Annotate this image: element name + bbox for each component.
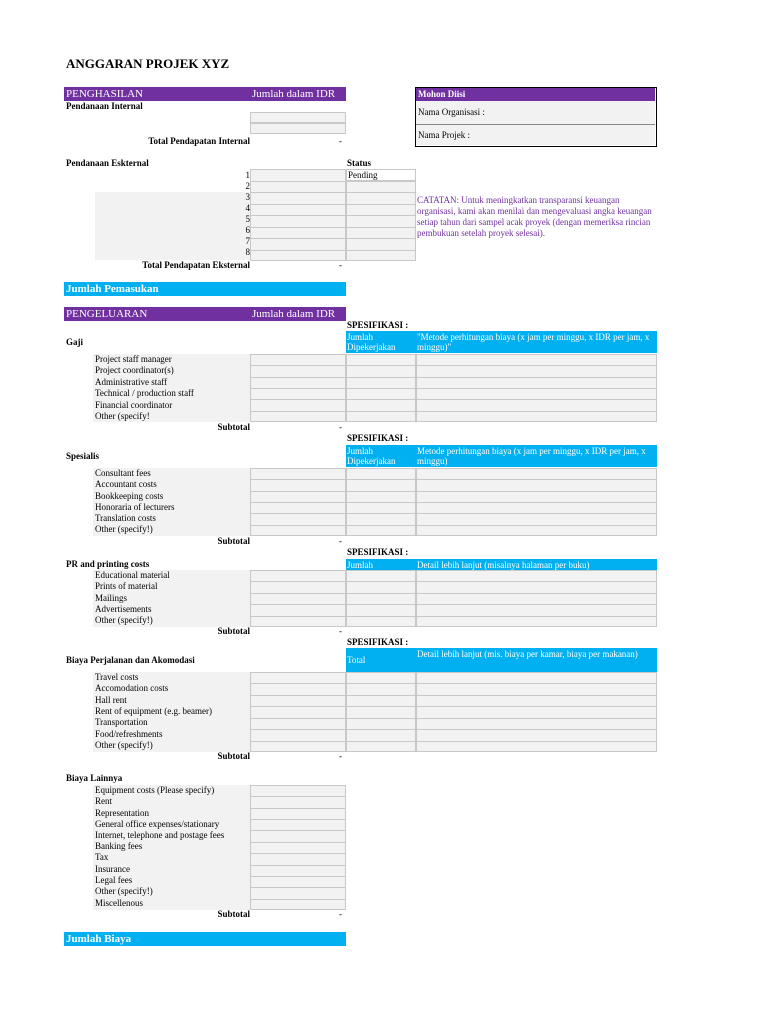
other-item: Internet, telephone and postage fees xyxy=(95,830,225,840)
row-divider xyxy=(347,581,415,582)
external-amount-column[interactable] xyxy=(250,169,346,261)
row-divider xyxy=(417,604,656,605)
pr-method-header: Detail lebih lanjut (misalnya halaman per buku) xyxy=(416,559,657,570)
org-name-field[interactable] xyxy=(416,101,655,125)
row-divider xyxy=(251,227,345,228)
travel-label: Biaya Perjalanan dan Akomodasi xyxy=(66,655,195,665)
spesialis-count-header: Jumlah Dipekerjakan xyxy=(346,445,416,467)
row-divider xyxy=(347,741,415,742)
gaji-label: Gaji xyxy=(66,337,83,347)
note-text: CATATAN: Untuk meningkatkan transparansi keuangan organisasi, kami akan menilai dan mengevaluasi angka keuangan setiap tahun dari sampel acak proyek (dengan memeriksa rincian pembukuan setelah proyek selesai). xyxy=(417,195,652,238)
internal-amount-input-2[interactable] xyxy=(250,123,346,134)
gaji-item: Project staff manager xyxy=(95,354,172,364)
row-divider xyxy=(251,604,345,605)
status-label: Status xyxy=(347,158,372,168)
other-item: Banking fees xyxy=(95,841,143,851)
other-subtotal-value: - xyxy=(339,909,342,919)
row-divider xyxy=(251,238,345,239)
row-divider xyxy=(347,695,415,696)
spesialis-item: Accountant costs xyxy=(95,479,157,489)
row-divider xyxy=(251,250,345,251)
spesialis-count-column[interactable] xyxy=(346,468,416,536)
row-divider xyxy=(347,502,415,503)
row-divider xyxy=(347,399,415,400)
travel-subtotal-label: Subtotal xyxy=(217,751,250,761)
travel-count-header: Total xyxy=(346,648,416,672)
spesialis-item: Other (specify!) xyxy=(95,524,153,534)
expense-header: PENGELUARAN xyxy=(66,308,148,320)
row-divider xyxy=(251,365,345,366)
ext-row-num: 7 xyxy=(245,236,250,246)
total-expense-value: - xyxy=(402,933,406,945)
ext-row-num: 4 xyxy=(245,203,250,213)
fill-in-header: Mohon Diisi xyxy=(416,88,655,101)
row-divider xyxy=(251,581,345,582)
row-divider xyxy=(417,683,656,684)
gaji-item: Technical / production staff xyxy=(95,388,194,398)
org-name-label: Nama Organisasi : xyxy=(418,107,485,117)
pr-count-column[interactable] xyxy=(346,570,416,627)
gaji-method-column[interactable] xyxy=(416,354,657,422)
row-divider xyxy=(251,729,345,730)
spesialis-item: Bookkeeping costs xyxy=(95,491,164,501)
pr-item: Prints of material xyxy=(95,581,158,591)
row-divider xyxy=(251,695,345,696)
spec-label: SPESIFIKASI : xyxy=(347,433,409,443)
gaji-item: Other (specify! xyxy=(95,411,150,421)
row-divider xyxy=(251,411,345,412)
row-divider xyxy=(251,192,345,193)
gaji-subtotal-value: - xyxy=(339,422,342,432)
row-divider xyxy=(347,227,415,228)
row-divider xyxy=(417,718,656,719)
pr-subtotal-label: Subtotal xyxy=(217,626,250,636)
ext-row-num: 2 xyxy=(245,181,250,191)
external-source-block xyxy=(95,192,250,260)
gaji-subtotal-label: Subtotal xyxy=(217,422,250,432)
travel-count-column[interactable] xyxy=(346,672,416,752)
other-item: Equipment costs (Please specify) xyxy=(95,785,215,795)
row-divider xyxy=(251,181,345,182)
other-item: Rent xyxy=(95,796,112,806)
pr-count-header: Jumlah xyxy=(346,559,416,570)
income-amount-header: Jumlah dalam IDR xyxy=(252,88,336,100)
row-divider xyxy=(417,502,656,503)
row-divider xyxy=(347,491,415,492)
internal-amount-input-1[interactable] xyxy=(250,112,346,123)
row-divider xyxy=(417,491,656,492)
ext-row-num: 1 xyxy=(245,170,250,180)
spesialis-method-header: Metode perhitungan biaya (x jam per minggu, x IDR per jam, x minggu) xyxy=(416,445,657,467)
row-divider xyxy=(251,388,345,389)
pr-item: Other (specify!) xyxy=(95,615,153,625)
internal-funding-label: Pendanaan Internal xyxy=(66,101,143,111)
row-divider xyxy=(417,616,656,617)
ext-row-num: 3 xyxy=(245,192,250,202)
row-divider xyxy=(251,741,345,742)
gaji-item: Administrative staff xyxy=(95,377,168,387)
row-divider xyxy=(417,513,656,514)
total-expense-band xyxy=(64,932,406,946)
status-cell-1[interactable] xyxy=(346,169,416,181)
row-divider xyxy=(417,399,656,400)
travel-item: Food/refreshments xyxy=(95,729,163,739)
spec-label: SPESIFIKASI : xyxy=(347,637,409,647)
spesialis-method-column[interactable] xyxy=(416,468,657,536)
row-divider xyxy=(417,377,656,378)
spec-label: SPESIFIKASI : xyxy=(347,547,409,557)
row-divider xyxy=(251,683,345,684)
row-divider xyxy=(417,593,656,594)
row-divider xyxy=(347,718,415,719)
internal-total-label: Total Pendapatan Internal xyxy=(148,136,250,146)
row-divider xyxy=(251,502,345,503)
other-item: Other (specify!) xyxy=(95,886,153,896)
row-divider xyxy=(347,192,415,193)
other-item: Insurance xyxy=(95,864,130,874)
row-divider xyxy=(251,842,345,843)
gaji-method-header: "Metode perhitungan biaya (x jam per minggu, x IDR per jam, x minggu)" xyxy=(416,331,657,353)
gaji-count-column[interactable] xyxy=(346,354,416,422)
internal-total-value: - xyxy=(339,136,342,146)
spesialis-item: Consultant fees xyxy=(95,468,151,478)
other-item: Representation xyxy=(95,808,149,818)
row-divider xyxy=(347,479,415,480)
row-divider xyxy=(251,830,345,831)
row-divider xyxy=(417,741,656,742)
row-divider xyxy=(347,411,415,412)
row-divider xyxy=(347,215,415,216)
travel-amount-column[interactable] xyxy=(250,672,346,752)
travel-item: Other (specify!) xyxy=(95,740,153,750)
ext-row-num: 5 xyxy=(245,214,250,224)
row-divider xyxy=(347,513,415,514)
row-divider xyxy=(417,479,656,480)
external-total-label: Total Pendapatan Eksternal xyxy=(142,260,250,270)
pr-method-column[interactable] xyxy=(416,570,657,627)
spesialis-amount-column[interactable] xyxy=(250,468,346,536)
row-divider xyxy=(251,718,345,719)
row-divider xyxy=(251,399,345,400)
row-divider xyxy=(251,215,345,216)
travel-item: Travel costs xyxy=(95,672,139,682)
row-divider xyxy=(347,604,415,605)
pr-item: Educational material xyxy=(95,570,170,580)
row-divider xyxy=(417,581,656,582)
travel-subtotal-value: - xyxy=(339,751,342,761)
row-divider xyxy=(347,729,415,730)
row-divider xyxy=(417,729,656,730)
spesialis-label: Spesialis xyxy=(66,451,100,461)
row-divider xyxy=(251,204,345,205)
pr-subtotal-value: - xyxy=(339,626,342,636)
project-name-field[interactable] xyxy=(416,125,655,145)
row-divider xyxy=(251,525,345,526)
row-divider xyxy=(347,250,415,251)
travel-item: Rent of equipment (e.g. beamer) xyxy=(95,706,212,716)
gaji-amount-column[interactable] xyxy=(250,354,346,422)
travel-item: Transportation xyxy=(95,717,148,727)
gaji-count-header: Jumlah Dipekerjakan xyxy=(346,331,416,353)
row-divider xyxy=(251,899,345,900)
external-total-value: - xyxy=(339,260,342,270)
row-divider xyxy=(417,388,656,389)
row-divider xyxy=(417,525,656,526)
page-title: ANGGARAN PROJEK XYZ xyxy=(66,56,230,71)
ext-row-num: 8 xyxy=(245,247,250,257)
total-income-value: - xyxy=(402,283,406,295)
row-divider xyxy=(251,808,345,809)
row-divider xyxy=(347,616,415,617)
travel-method-header: Detail lebih lanjut (mis. biaya per kamar, biaya per makanan) xyxy=(416,648,657,672)
pr-item: Mailings xyxy=(95,593,128,603)
row-divider xyxy=(251,796,345,797)
other-item: Legal fees xyxy=(95,875,133,885)
status-value: Pending xyxy=(348,170,378,180)
row-divider xyxy=(347,377,415,378)
travel-method-column[interactable] xyxy=(416,672,657,752)
row-divider xyxy=(347,593,415,594)
pr-item: Advertisements xyxy=(95,604,152,614)
row-divider xyxy=(251,887,345,888)
row-divider xyxy=(347,388,415,389)
gaji-item: Project coordinator(s) xyxy=(95,365,174,375)
project-name-label: Nama Projek : xyxy=(418,130,470,140)
row-divider xyxy=(347,204,415,205)
travel-item: Hall rent xyxy=(95,695,127,705)
row-divider xyxy=(251,377,345,378)
other-costs-label: Biaya Lainnya xyxy=(66,773,123,783)
row-divider xyxy=(251,513,345,514)
travel-item: Accomodation costs xyxy=(95,683,169,693)
row-divider xyxy=(417,695,656,696)
row-divider xyxy=(251,479,345,480)
spesialis-subtotal-label: Subtotal xyxy=(217,536,250,546)
row-divider xyxy=(347,238,415,239)
expense-amount-header: Jumlah dalam IDR xyxy=(252,308,336,320)
row-divider xyxy=(251,865,345,866)
row-divider xyxy=(251,616,345,617)
fill-in-box xyxy=(415,87,657,147)
other-item: General office expenses/stationary xyxy=(95,819,220,829)
spesialis-item: Translation costs xyxy=(95,513,156,523)
spesialis-item: Honoraria of lecturers xyxy=(95,502,175,512)
total-expense-label: Jumlah Biaya xyxy=(66,933,132,945)
row-divider xyxy=(251,853,345,854)
expense-header-band xyxy=(64,307,346,321)
row-divider xyxy=(251,876,345,877)
gaji-item: Financial coordinator xyxy=(95,400,173,410)
other-item: Miscellenous xyxy=(95,898,143,908)
external-funding-label: Pendanaan Eskternal xyxy=(66,158,149,168)
row-divider xyxy=(347,365,415,366)
row-divider xyxy=(417,411,656,412)
income-header: PENGHASILAN xyxy=(66,88,143,100)
status-column[interactable] xyxy=(346,181,416,261)
row-divider xyxy=(251,819,345,820)
spec-label: SPESIFIKASI : xyxy=(347,320,409,330)
total-income-band xyxy=(64,282,406,296)
row-divider xyxy=(417,706,656,707)
income-header-band xyxy=(64,87,346,101)
row-divider xyxy=(251,706,345,707)
pr-label: PR and printing costs xyxy=(66,559,150,569)
row-divider xyxy=(347,683,415,684)
total-income-label: Jumlah Pemasukan xyxy=(66,283,159,295)
pr-amount-column[interactable] xyxy=(250,570,346,627)
other-amount-column[interactable] xyxy=(250,785,346,910)
ext-row-num: 6 xyxy=(245,225,250,235)
other-item: Tax xyxy=(95,852,109,862)
row-divider xyxy=(251,491,345,492)
row-divider xyxy=(347,706,415,707)
row-divider xyxy=(251,593,345,594)
row-divider xyxy=(347,525,415,526)
other-subtotal-label: Subtotal xyxy=(217,909,250,919)
row-divider xyxy=(417,365,656,366)
spesialis-subtotal-value: - xyxy=(339,536,342,546)
